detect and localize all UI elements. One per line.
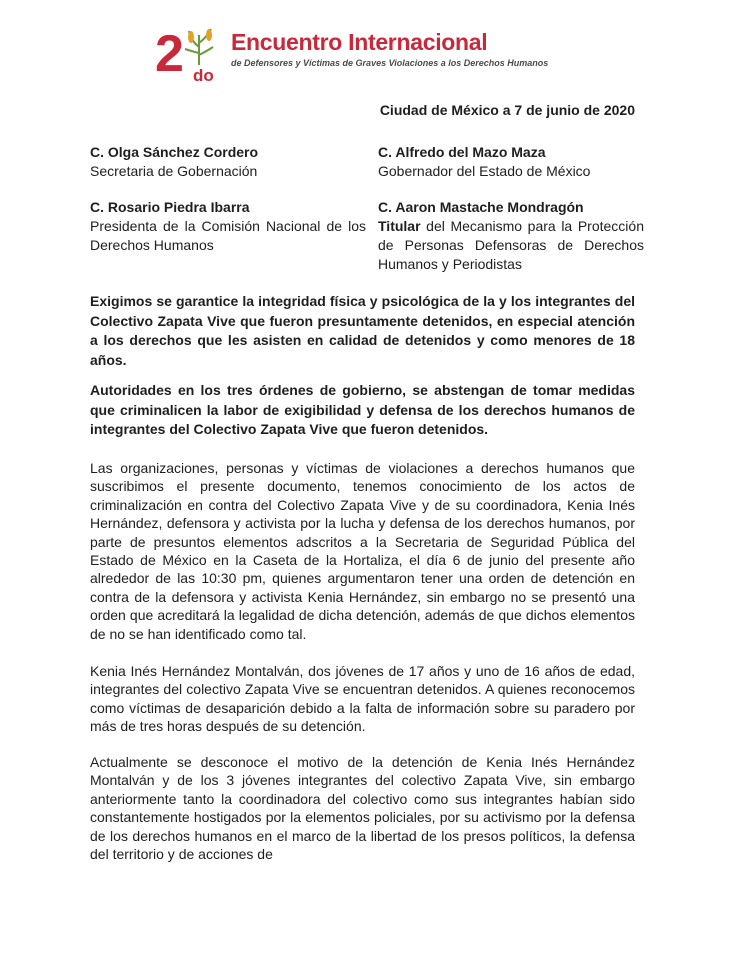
- addressee-role: Gobernador del Estado de México: [378, 163, 591, 179]
- body-paragraph-1: Las organizaciones, personas y víctimas de violaciones a derechos humanos que suscribimos el presente documento, tenemos conocimiento de los actos de criminalización en contra del Colectivo Zapata Vive y de su coordinadora, Kenia Inés Hernández, defensora y activista por la lucha y defensa de los derechos humanos, por parte de presuntos elementos adscritos a la Secretaria de Seguridad Pública del Estado de México en la Caseta de la Hortaliza, el día 6 de junio del presente año alrededor de las 10:30 pm, quienes argumentaron tener una orden de detención en contra de la defensora y activista Kenia Hernández, sin embargo no se presentó una orden que acreditará la legalidad de dicha detención, además de que dichos elementos de no se han identificado como tal.: [90, 460, 635, 642]
- letterhead: [155, 25, 575, 83]
- demand-2: Autoridades en los tres órdenes de gobierno, se abstengan de tomar medidas que criminalicen la labor de exigibilidad y defensa de los derechos humanos de integrantes del Colectivo Zapata Vive que fueron detenidos.: [90, 382, 635, 437]
- demand-1: Exigimos se garantice la integridad física y psicológica de la y los integrantes del Colectivo Zapata Vive que fueron presuntamente detenidos, en especial atención a los derechos que les asisten en calidad de detenidos y como menores de 18 años.: [90, 293, 635, 368]
- addressee-role: Secretaria de Gobernación: [90, 163, 258, 179]
- addressee-role: Presidenta de la Comisión Nacional de los Derechos Humanos: [90, 218, 366, 253]
- logo-emblem: [155, 25, 227, 83]
- event-subtitle: de Defensores y Víctimas de Graves Violaciones a los Derechos Humanos: [231, 58, 549, 68]
- body-paragraph-2: Kenia Inés Hernández Montalván, dos jóvenes de 17 años y uno de 16 años de edad, integrantes del colectivo Zapata Vive se encuentran detenidos. A quienes reconocemos como víctimas de desaparición debido a la falta de información sobre su paradero por más de tres horas después de su detención.: [90, 663, 635, 735]
- addressee-name: C. Rosario Piedra Ibarra: [90, 199, 250, 215]
- addressee-role-block: [378, 217, 644, 274]
- logo-ordinal: do: [193, 66, 214, 83]
- addressee-2: [378, 143, 643, 181]
- addressee-1: [90, 143, 365, 181]
- addressee-name: C. Aaron Mastache Mondragón: [378, 199, 584, 215]
- addressee-4: [378, 198, 644, 274]
- event-title: Encuentro Internacional: [231, 29, 488, 55]
- body-paragraph-3: Actualmente se desconoce el motivo de la detención de Kenia Inés Hernández Montalván y de los 3 jóvenes integrantes del colectivo Zapata Vive, sin embargo anteriormente tanto la coordinadora del colectivo como sus integrantes habían sido constantemente hostigados por la elementos policiales, por su activismo por la defensa de los derechos humanos en el marco de la libertad de los presos políticos, la defensa del territorio y de acciones de: [90, 754, 635, 863]
- addressee-role-title: Titular: [378, 218, 421, 234]
- addressee-role: del Mecanismo para la Protección de Personas Defensoras de Derechos Humanos y Periodistas: [378, 218, 644, 272]
- addressee-name: C. Alfredo del Mazo Maza: [378, 144, 546, 160]
- date-line: Ciudad de México a 7 de junio de 2020: [379, 102, 635, 118]
- logo-numeral: 2: [155, 25, 184, 83]
- addressee-name: C. Olga Sánchez Cordero: [90, 144, 259, 160]
- addressee-3: [90, 198, 366, 255]
